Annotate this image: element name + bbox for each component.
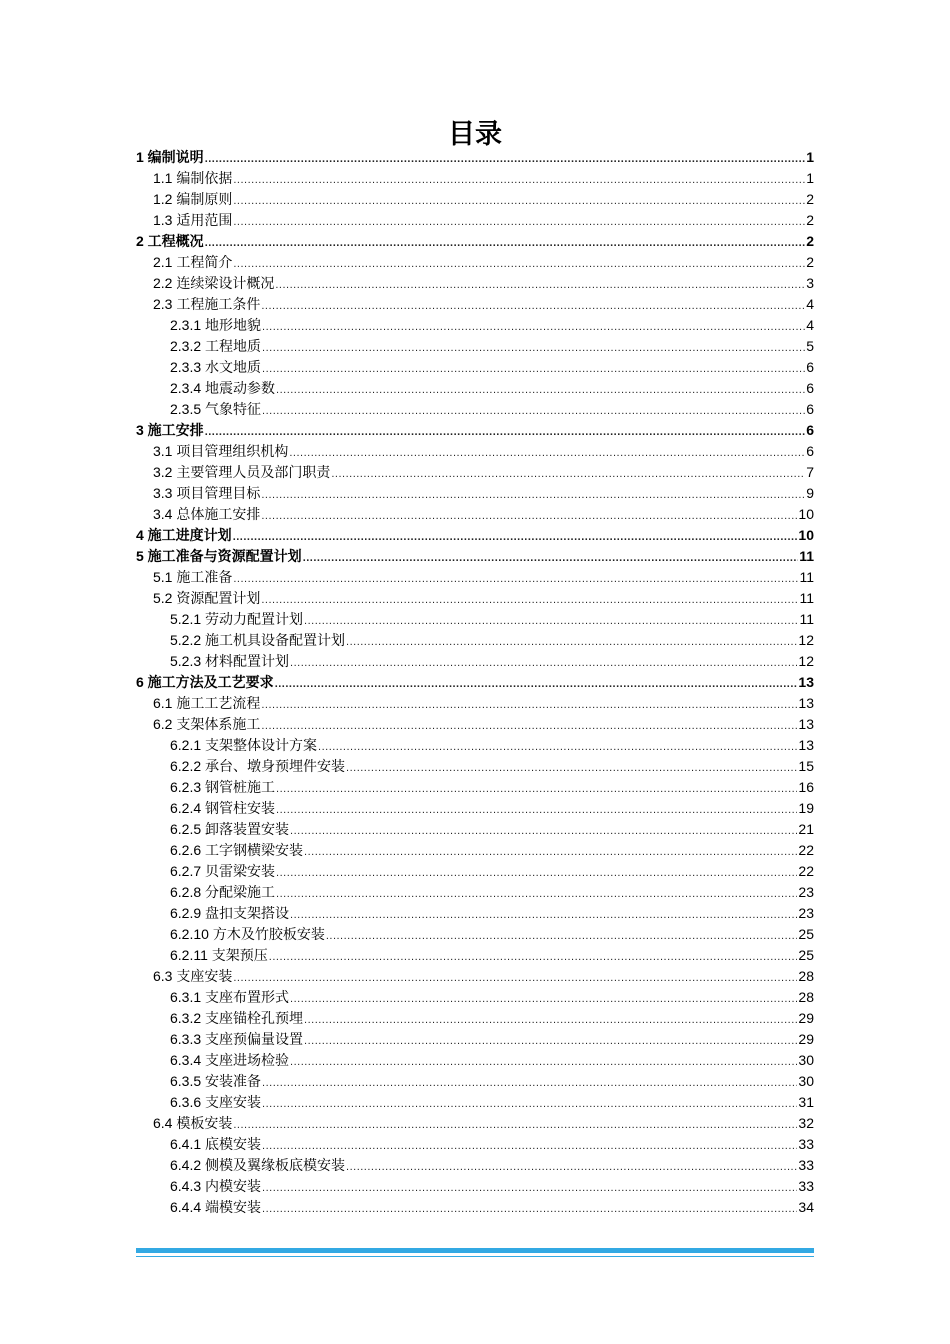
toc-dot-leader <box>261 296 805 317</box>
toc-entry-page-number: 22 <box>798 842 814 858</box>
toc-entry[interactable] <box>136 1134 814 1155</box>
toc-dot-leader <box>276 380 805 401</box>
toc-entry[interactable] <box>136 546 814 567</box>
toc-entry-page-number: 6 <box>806 422 814 438</box>
toc-dot-leader <box>269 947 798 968</box>
toc-entry[interactable] <box>136 1071 814 1092</box>
toc-entry-page-number: 19 <box>798 800 814 816</box>
toc-entry-label: 6.1 施工工艺流程 <box>153 695 261 711</box>
toc-entry-label: 6.4 模板安装 <box>153 1115 233 1131</box>
toc-entry-label: 3.4 总体施工安排 <box>153 506 261 522</box>
toc-dot-leader <box>233 1115 797 1136</box>
toc-dot-leader <box>290 905 797 926</box>
toc-entry-page-number: 3 <box>806 275 814 291</box>
toc-entry-page-number: 16 <box>798 779 814 795</box>
toc-dot-leader <box>304 611 798 632</box>
toc-dot-leader <box>275 275 805 296</box>
toc-entry-label: 2.3.4 地震动参数 <box>170 380 276 396</box>
toc-entry-page-number: 33 <box>798 1136 814 1152</box>
toc-entry-label: 2 工程概况 <box>136 233 204 249</box>
toc-entry-page-number: 6 <box>806 401 814 417</box>
toc-entry-label: 6.4.1 底模安装 <box>170 1136 262 1152</box>
toc-dot-leader <box>276 863 797 884</box>
toc-entry[interactable] <box>136 357 814 378</box>
toc-dot-leader <box>233 254 805 275</box>
toc-entry-label: 6.2.4 钢管柱安装 <box>170 800 276 816</box>
toc-entry[interactable] <box>136 315 814 336</box>
toc-entry-label: 2.3 工程施工条件 <box>153 296 261 312</box>
toc-entry[interactable] <box>136 777 814 798</box>
toc-entry-page-number: 6 <box>806 359 814 375</box>
toc-entry-label: 6.3 支座安装 <box>153 968 233 984</box>
toc-dot-leader <box>233 191 805 212</box>
toc-entry[interactable] <box>136 420 814 441</box>
toc-entry[interactable] <box>136 336 814 357</box>
toc-entry[interactable] <box>136 252 814 273</box>
toc-dot-leader <box>304 1010 797 1031</box>
toc-dot-leader <box>205 149 806 170</box>
toc-dot-leader <box>233 968 797 989</box>
toc-entry-label: 6 施工方法及工艺要求 <box>136 674 274 690</box>
toc-entry-page-number: 6 <box>806 443 814 459</box>
toc-entry-label: 5.2 资源配置计划 <box>153 590 261 606</box>
toc-dot-leader <box>262 1199 797 1220</box>
footer-rule-thin <box>136 1256 814 1257</box>
toc-dot-leader <box>261 590 798 611</box>
toc-entry-label: 1 编制说明 <box>136 149 204 165</box>
toc-dot-leader <box>262 1136 797 1157</box>
toc-entry[interactable] <box>136 399 814 420</box>
toc-dot-leader <box>276 779 797 800</box>
toc-dot-leader <box>262 401 805 422</box>
toc-dot-leader <box>290 653 797 674</box>
toc-entry[interactable] <box>136 231 814 252</box>
toc-entry-label: 6.2.11 支架预压 <box>170 947 268 963</box>
toc-entry-page-number: 13 <box>798 695 814 711</box>
toc-entry-page-number: 12 <box>798 632 814 648</box>
toc-entry-page-number: 22 <box>798 863 814 879</box>
toc-entry[interactable] <box>136 1113 814 1134</box>
toc-entry-page-number: 13 <box>798 674 814 690</box>
toc-entry[interactable] <box>136 210 814 231</box>
toc-entry[interactable] <box>136 273 814 294</box>
toc-entry[interactable] <box>136 861 814 882</box>
toc-entry-page-number: 11 <box>799 590 814 606</box>
toc-entry-label: 6.3.4 支座进场检验 <box>170 1052 290 1068</box>
toc-entry[interactable] <box>136 1029 814 1050</box>
toc-entry-label: 1.1 编制依据 <box>153 170 233 186</box>
toc-dot-leader <box>262 1178 797 1199</box>
toc-entry-page-number: 4 <box>806 296 814 312</box>
toc-entry-label: 6.3.2 支座锚栓孔预埋 <box>170 1010 304 1026</box>
toc-dot-leader <box>304 1031 797 1052</box>
toc-dot-leader <box>261 695 797 716</box>
toc-entry-page-number: 29 <box>798 1031 814 1047</box>
toc-entry-label: 6.4.2 侧模及翼缘板底模安装 <box>170 1157 346 1173</box>
toc-entry-page-number: 5 <box>806 338 814 354</box>
toc-entry[interactable] <box>136 504 814 525</box>
toc-entry[interactable] <box>136 168 814 189</box>
toc-entry-label: 6.2.2 承台、墩身预埋件安装 <box>170 758 346 774</box>
toc-entry-label: 5.2.1 劳动力配置计划 <box>170 611 304 627</box>
toc-entry-page-number: 15 <box>798 758 814 774</box>
toc-entry-page-number: 13 <box>798 716 814 732</box>
toc-entry[interactable] <box>136 567 814 588</box>
toc-entry-page-number: 2 <box>806 191 814 207</box>
toc-dot-leader <box>290 1052 797 1073</box>
toc-entry[interactable] <box>136 756 814 777</box>
toc-entry-label: 6.4.3 内模安装 <box>170 1178 262 1194</box>
toc-entry[interactable] <box>136 588 814 609</box>
toc-entry-page-number: 30 <box>798 1073 814 1089</box>
toc-entry-label: 3 施工安排 <box>136 422 204 438</box>
toc-entry[interactable] <box>136 483 814 504</box>
toc-entry-page-number: 28 <box>798 989 814 1005</box>
toc-dot-leader <box>346 632 797 653</box>
toc-dot-leader <box>262 359 805 380</box>
page-title: 目录 <box>448 119 502 150</box>
toc-entry-label: 4 施工进度计划 <box>136 527 232 543</box>
toc-entry[interactable] <box>136 966 814 987</box>
toc-entry-page-number: 30 <box>798 1052 814 1068</box>
toc-entry-page-number: 1 <box>806 170 814 186</box>
toc-entry-label: 2.1 工程简介 <box>153 254 233 270</box>
toc-dot-leader <box>233 569 798 590</box>
toc-entry-label: 3.1 项目管理组织机构 <box>153 443 289 459</box>
toc-entry-page-number: 10 <box>798 527 814 543</box>
toc-dot-leader <box>290 989 797 1010</box>
toc-dot-leader <box>289 443 805 464</box>
toc-entry[interactable] <box>136 819 814 840</box>
toc-entry[interactable] <box>136 735 814 756</box>
toc-entry-page-number: 12 <box>798 653 814 669</box>
toc-entry-label: 5.1 施工准备 <box>153 569 233 585</box>
toc-dot-leader <box>262 338 805 359</box>
toc-entry-page-number: 13 <box>798 737 814 753</box>
toc-entry-label: 5.2.2 施工机具设备配置计划 <box>170 632 346 648</box>
toc-entry-page-number: 34 <box>798 1199 814 1215</box>
toc-entry-label: 6.3.5 安装准备 <box>170 1073 262 1089</box>
toc-entry-page-number: 2 <box>806 254 814 270</box>
toc-entry-page-number: 2 <box>806 212 814 228</box>
toc-entry-label: 2.3.1 地形地貌 <box>170 317 262 333</box>
toc-dot-leader <box>205 422 806 443</box>
toc-entry[interactable] <box>136 630 814 651</box>
toc-entry-page-number: 32 <box>798 1115 814 1131</box>
toc-entry-label: 6.2.10 方木及竹胶板安装 <box>170 926 325 942</box>
toc-entry-page-number: 31 <box>798 1094 814 1110</box>
toc-entry-label: 2.3.3 水文地质 <box>170 359 262 375</box>
footer-rule-thick <box>136 1248 814 1253</box>
toc-entry-label: 6.2.1 支架整体设计方案 <box>170 737 318 753</box>
toc-entry[interactable] <box>136 609 814 630</box>
toc-entry[interactable] <box>136 987 814 1008</box>
toc-dot-leader <box>275 674 798 695</box>
toc-entry-label: 6.2.8 分配梁施工 <box>170 884 276 900</box>
toc-entry[interactable] <box>136 882 814 903</box>
toc-entry[interactable] <box>136 1008 814 1029</box>
toc-entry-label: 6.3.6 支座安装 <box>170 1094 262 1110</box>
toc-entry-page-number: 9 <box>806 485 814 501</box>
toc-entry-label: 1.3 适用范围 <box>153 212 233 228</box>
toc-entry[interactable] <box>136 840 814 861</box>
toc-dot-leader <box>303 548 799 569</box>
toc-dot-leader <box>261 506 797 527</box>
toc-entry-page-number: 1 <box>806 149 814 165</box>
footer-rule <box>136 1248 814 1257</box>
toc-entry[interactable] <box>136 1155 814 1176</box>
toc-entry[interactable] <box>136 714 814 735</box>
toc-entry-page-number: 28 <box>798 968 814 984</box>
toc-entry-page-number: 33 <box>798 1157 814 1173</box>
toc-dot-leader <box>233 212 805 233</box>
toc-entry[interactable] <box>136 294 814 315</box>
toc-entry[interactable] <box>136 1176 814 1197</box>
toc-dot-leader <box>262 317 805 338</box>
toc-entry[interactable] <box>136 798 814 819</box>
toc-entry-label: 6.3.1 支座布置形式 <box>170 989 290 1005</box>
toc-entry[interactable] <box>136 924 814 945</box>
table-of-contents <box>136 147 814 1218</box>
toc-dot-leader <box>326 926 798 947</box>
toc-dot-leader <box>276 884 797 905</box>
toc-dot-leader <box>290 821 797 842</box>
toc-entry-page-number: 11 <box>799 611 814 627</box>
toc-entry[interactable] <box>136 1197 814 1218</box>
toc-entry-label: 2.2 连续梁设计概况 <box>153 275 275 291</box>
toc-entry[interactable] <box>136 672 814 693</box>
toc-dot-leader <box>233 170 805 191</box>
toc-entry-page-number: 21 <box>798 821 814 837</box>
toc-entry-label: 6.3.3 支座预偏量设置 <box>170 1031 304 1047</box>
toc-dot-leader <box>318 737 797 758</box>
toc-dot-leader <box>331 464 805 485</box>
toc-entry-label: 5.2.3 材料配置计划 <box>170 653 290 669</box>
toc-entry-label: 3.2 主要管理人员及部门职责 <box>153 464 331 480</box>
toc-entry-page-number: 23 <box>798 905 814 921</box>
toc-entry[interactable] <box>136 147 814 168</box>
toc-dot-leader <box>304 842 797 863</box>
toc-entry-page-number: 2 <box>806 233 814 249</box>
toc-entry-page-number: 4 <box>806 317 814 333</box>
toc-dot-leader <box>346 758 797 779</box>
toc-entry-label: 6.2.7 贝雷梁安装 <box>170 863 276 879</box>
toc-dot-leader <box>205 233 806 254</box>
toc-entry[interactable] <box>136 903 814 924</box>
toc-entry-label: 3.3 项目管理目标 <box>153 485 261 501</box>
toc-entry-label: 5 施工准备与资源配置计划 <box>136 548 302 564</box>
toc-entry-page-number: 10 <box>798 506 814 522</box>
toc-dot-leader <box>346 1157 797 1178</box>
toc-entry-page-number: 25 <box>798 947 814 963</box>
toc-entry[interactable] <box>136 693 814 714</box>
toc-dot-leader <box>262 1073 797 1094</box>
toc-entry-page-number: 29 <box>798 1010 814 1026</box>
toc-entry[interactable] <box>136 651 814 672</box>
toc-entry-page-number: 33 <box>798 1178 814 1194</box>
toc-entry[interactable] <box>136 189 814 210</box>
toc-dot-leader <box>261 485 805 506</box>
toc-entry[interactable] <box>136 378 814 399</box>
toc-entry-page-number: 11 <box>799 569 814 585</box>
toc-entry[interactable] <box>136 441 814 462</box>
toc-entry-label: 1.2 编制原则 <box>153 191 233 207</box>
toc-dot-leader <box>276 800 797 821</box>
toc-entry-page-number: 7 <box>806 464 814 480</box>
toc-entry[interactable] <box>136 945 814 966</box>
toc-entry[interactable] <box>136 1092 814 1113</box>
toc-entry-page-number: 6 <box>806 380 814 396</box>
toc-entry-label: 6.2.9 盘扣支架搭设 <box>170 905 290 921</box>
toc-dot-leader <box>261 716 797 737</box>
toc-entry-page-number: 11 <box>799 548 814 564</box>
toc-entry-label: 6.2.6 工字钢横梁安装 <box>170 842 304 858</box>
toc-entry-label: 2.3.5 气象特征 <box>170 401 262 417</box>
toc-entry[interactable] <box>136 1050 814 1071</box>
toc-entry-label: 6.4.4 端模安装 <box>170 1199 262 1215</box>
toc-dot-leader <box>233 527 798 548</box>
toc-entry-label: 6.2.5 卸落装置安装 <box>170 821 290 837</box>
toc-entry-page-number: 25 <box>798 926 814 942</box>
toc-dot-leader <box>262 1094 797 1115</box>
toc-entry-label: 6.2 支架体系施工 <box>153 716 261 732</box>
toc-entry[interactable] <box>136 462 814 483</box>
toc-entry[interactable] <box>136 525 814 546</box>
toc-entry-label: 2.3.2 工程地质 <box>170 338 262 354</box>
toc-entry-page-number: 23 <box>798 884 814 900</box>
toc-entry-label: 6.2.3 钢管桩施工 <box>170 779 276 795</box>
